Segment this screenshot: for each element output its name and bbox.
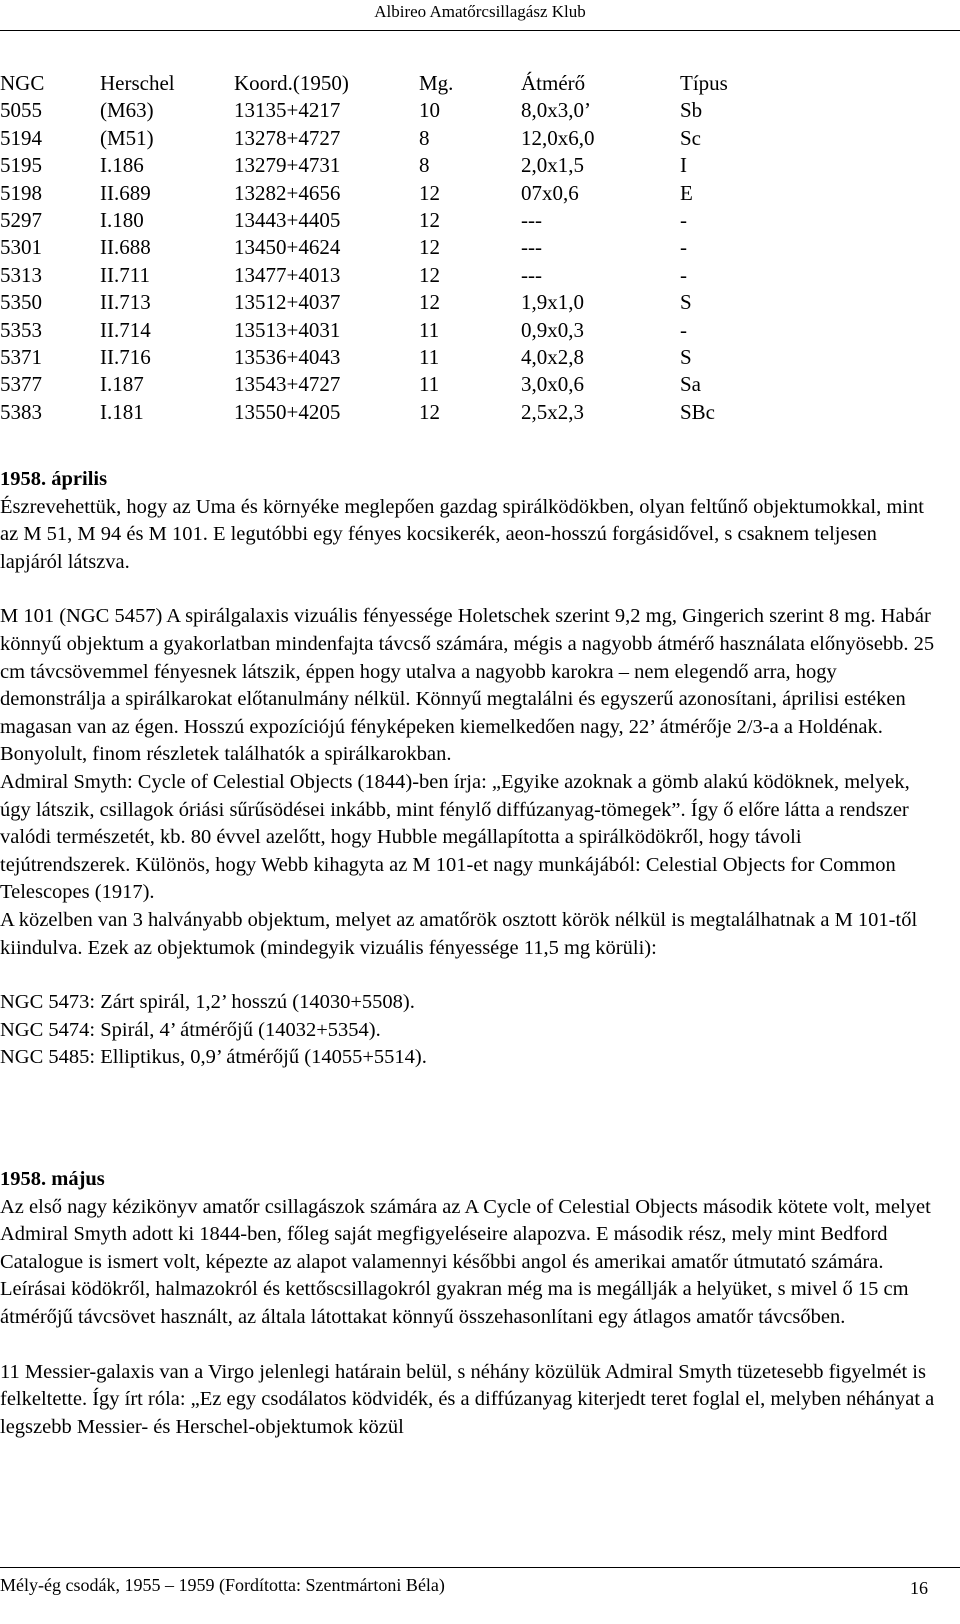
section-date-april: 1958. április <box>0 468 108 490</box>
may-section <box>0 1166 935 1441</box>
paragraph: M 101 (NGC 5457) A spirálgalaxis vizuális fényessége Holetschek szerint 9,2 mg, Gingerich szerint 8 mg. Habár könnyű objektum a gyakorlatban mindenfajta távcső számára, mégis a nagyobb átmérő használata előnyösebb. 25 cm távcsövemmel fényesnek látszik, éppen hogy utalva a nagyobb karokra – nem elegendő arra, hogy demonstrálja a spirálkarokat előtanulmány nélkül. Könnyű megtalálni és egyszerű azonosítani, áprilisi estéken magasan van az égen. Hosszú expozíciójú fényképeken kiemelkedően nagy, 22’ átmérője 2/3-a a Holdénak. Bonyolult, finom részletek találhatók a spirálkarokban. <box>0 605 935 766</box>
cell-herschel: II.713 <box>100 290 151 315</box>
cell-ngc: 5301 <box>0 235 42 260</box>
list-item: NGC 5485: Elliptikus, 0,9’ átmérőjű (14055+5514). <box>0 1046 427 1069</box>
table-row <box>0 344 960 371</box>
cell-mag: 8 <box>419 125 430 150</box>
cell-coord: 13513+4031 <box>234 317 341 342</box>
cell-ngc: 5055 <box>0 98 42 123</box>
table-row <box>0 152 960 179</box>
list-item: NGC 5473: Zárt spirál, 1,2’ hosszú (14030+5508). <box>0 991 415 1014</box>
cell-type: I <box>680 153 687 178</box>
cell-herschel: I.181 <box>100 399 144 424</box>
cell-ngc: 5371 <box>0 344 42 369</box>
cell-coord: 13278+4727 <box>234 125 341 150</box>
cell-coord: 13282+4656 <box>234 180 341 205</box>
cell-mag: 8 <box>419 153 430 178</box>
cell-type: - <box>680 317 687 342</box>
cell-mag: 12 <box>419 399 440 424</box>
cell-coord: 13450+4624 <box>234 235 341 260</box>
col-header-size: Átmérő <box>521 71 586 95</box>
col-header-coord: Koord.(1950) <box>234 71 349 95</box>
cell-coord: 13543+4727 <box>234 372 341 397</box>
cell-size: 2,5x2,3 <box>521 399 584 424</box>
cell-size: --- <box>521 262 542 287</box>
table-body <box>0 97 960 426</box>
cell-type: Sa <box>680 372 701 397</box>
cell-herschel: I.187 <box>100 372 144 397</box>
cell-mag: 10 <box>419 98 440 123</box>
cell-herschel: II.688 <box>100 235 151 260</box>
list-item: NGC 5474: Spirál, 4’ átmérőjű (14032+5354). <box>0 1018 381 1041</box>
cell-herschel: II.711 <box>100 262 150 287</box>
april-section <box>0 466 935 1072</box>
cell-ngc: 5195 <box>0 153 42 178</box>
cell-herschel: I.186 <box>100 153 144 178</box>
cell-mag: 12 <box>419 180 440 205</box>
header-rule <box>0 30 960 31</box>
cell-herschel: II.689 <box>100 180 151 205</box>
cell-herschel: (M63) <box>100 98 154 123</box>
footer-rule <box>0 1567 960 1568</box>
cell-size: --- <box>521 235 542 260</box>
cell-ngc: 5198 <box>0 180 42 205</box>
cell-ngc: 5297 <box>0 207 42 232</box>
cell-type: Sc <box>680 125 701 150</box>
cell-size: --- <box>521 207 542 232</box>
cell-coord: 13477+4013 <box>234 262 341 287</box>
paragraph: Admiral Smyth: Cycle of Celestial Objects (1844)-ben írja: „Egyike azoknak a gömb alakú ködöknek, melyek, úgy látszik, csillagok óriási sűrűsödései inkább, mint fénylő diffúzanyag-tömegek”. Így ő előre látta a rendszer valódi természetét, kb. 80 évvel azelőtt, hogy Hubble megállapította a spirálködökről, hogy távoli tejútrendszerek. Különös, hogy Webb kihagyta az M 101-et nagy munkájából: Celestial Objects for Common Telescopes (1917). <box>0 770 910 904</box>
table-row <box>0 180 960 207</box>
table-row <box>0 289 960 316</box>
cell-coord: 13135+4217 <box>234 98 341 123</box>
cell-mag: 12 <box>419 262 440 287</box>
cell-coord: 13279+4731 <box>234 153 341 178</box>
cell-herschel: II.716 <box>100 344 151 369</box>
cell-mag: 12 <box>419 235 440 260</box>
cell-type: S <box>680 344 692 369</box>
cell-size: 8,0x3,0’ <box>521 98 591 123</box>
cell-size: 12,0x6,0 <box>521 125 595 150</box>
table-row <box>0 317 960 344</box>
col-header-ngc: NGC <box>0 71 45 95</box>
section-date-may: 1958. május <box>0 1168 105 1190</box>
table-row <box>0 399 960 426</box>
cell-mag: 12 <box>419 290 440 315</box>
cell-type: E <box>680 180 693 205</box>
cell-ngc: 5313 <box>0 262 42 287</box>
cell-size: 3,0x0,6 <box>521 372 584 397</box>
cell-type: - <box>680 262 687 287</box>
cell-herschel: II.714 <box>100 317 151 342</box>
cell-type: - <box>680 207 687 232</box>
cell-mag: 11 <box>419 317 440 342</box>
cell-herschel: (M51) <box>100 125 154 150</box>
cell-coord: 13536+4043 <box>234 344 341 369</box>
cell-size: 1,9x1,0 <box>521 290 584 315</box>
table-row <box>0 371 960 398</box>
table-row <box>0 262 960 289</box>
cell-type: Sb <box>680 98 703 123</box>
cell-mag: 11 <box>419 372 440 397</box>
table-row <box>0 97 960 124</box>
cell-type: S <box>680 290 692 315</box>
cell-size: 0,9x0,3 <box>521 317 584 342</box>
cell-coord: 13512+4037 <box>234 290 341 315</box>
cell-size: 2,0x1,5 <box>521 153 584 178</box>
table-header-row <box>0 70 960 97</box>
paragraph: Az első nagy kézikönyv amatőr csillagászok számára az A Cycle of Celestial Objects második kötete volt, melyet Admiral Smyth adott ki 1844-ben, főleg saját megfigyeléseire alapozva. E második rész, mely mint Bedford Catalogue is ismert volt, képezte az alapot valamennyi későbbi angol és amerikai amatőr útmutató számára. Leírásai ködökről, halmazokról és kettőscsillagokról gyakran még ma is megállják a helyüket, s mivel ő 15 cm átmérőjű távcsövet használt, az általa látottakat könnyű összehasonlítani egy átlagos amatőr távcsőben. <box>0 1195 931 1328</box>
cell-ngc: 5383 <box>0 399 42 424</box>
cell-size: 4,0x2,8 <box>521 344 584 369</box>
cell-coord: 13550+4205 <box>234 399 341 424</box>
cell-coord: 13443+4405 <box>234 207 341 232</box>
cell-ngc: 5353 <box>0 317 42 342</box>
col-header-herschel: Herschel <box>100 71 175 95</box>
cell-ngc: 5377 <box>0 372 42 397</box>
galaxy-table <box>0 70 960 426</box>
cell-ngc: 5194 <box>0 125 42 150</box>
cell-type: SBc <box>680 399 716 424</box>
cell-type: - <box>680 235 687 260</box>
col-header-mag: Mg. <box>419 71 454 95</box>
cell-mag: 11 <box>419 344 440 369</box>
paragraph: 11 Messier-galaxis van a Virgo jelenlegi határain belül, s néhány közülük Admiral Smyth tüzetesebb figyelmét is felkeltette. Így írt róla: „Ez egy csodálatos ködvidék, és a diffúzanyag kiterjedt teret foglal el, melyben néhányat a legszebb Messier- és Herschel-objektumok közül <box>0 1360 935 1438</box>
paragraph: A közelben van 3 halványabb objektum, melyet az amatőrök osztott körök nélkül is megtalálhatnak a M 101-től kiindulva. Ezek az objektumok (mindegyik vizuális fényessége 11,5 mg körüli): <box>0 908 918 959</box>
table-row <box>0 125 960 152</box>
cell-size: 07x0,6 <box>521 180 579 205</box>
col-header-type: Típus <box>680 71 728 95</box>
cell-herschel: I.180 <box>100 207 144 232</box>
footer-title: Mély-ég csodák, 1955 – 1959 (Fordította: Szentmártoni Béla) <box>0 1575 445 1595</box>
table-row <box>0 207 960 234</box>
paragraph: Észrevehettük, hogy az Uma és környéke meglepően gazdag spirálködökben, olyan feltűnő objektumokkal, mint az M 51, M 94 és M 101. E legutóbbi egy fényes kocsikerék, aeon-hosszú forgásidővel, s csaknem teljesen lapjáról látszva. <box>0 495 924 573</box>
table-row <box>0 234 960 261</box>
cell-mag: 12 <box>419 207 440 232</box>
running-header: Albireo Amatőrcsillagász Klub <box>374 2 586 21</box>
cell-ngc: 5350 <box>0 290 42 315</box>
page-number: 16 <box>910 1578 928 1598</box>
